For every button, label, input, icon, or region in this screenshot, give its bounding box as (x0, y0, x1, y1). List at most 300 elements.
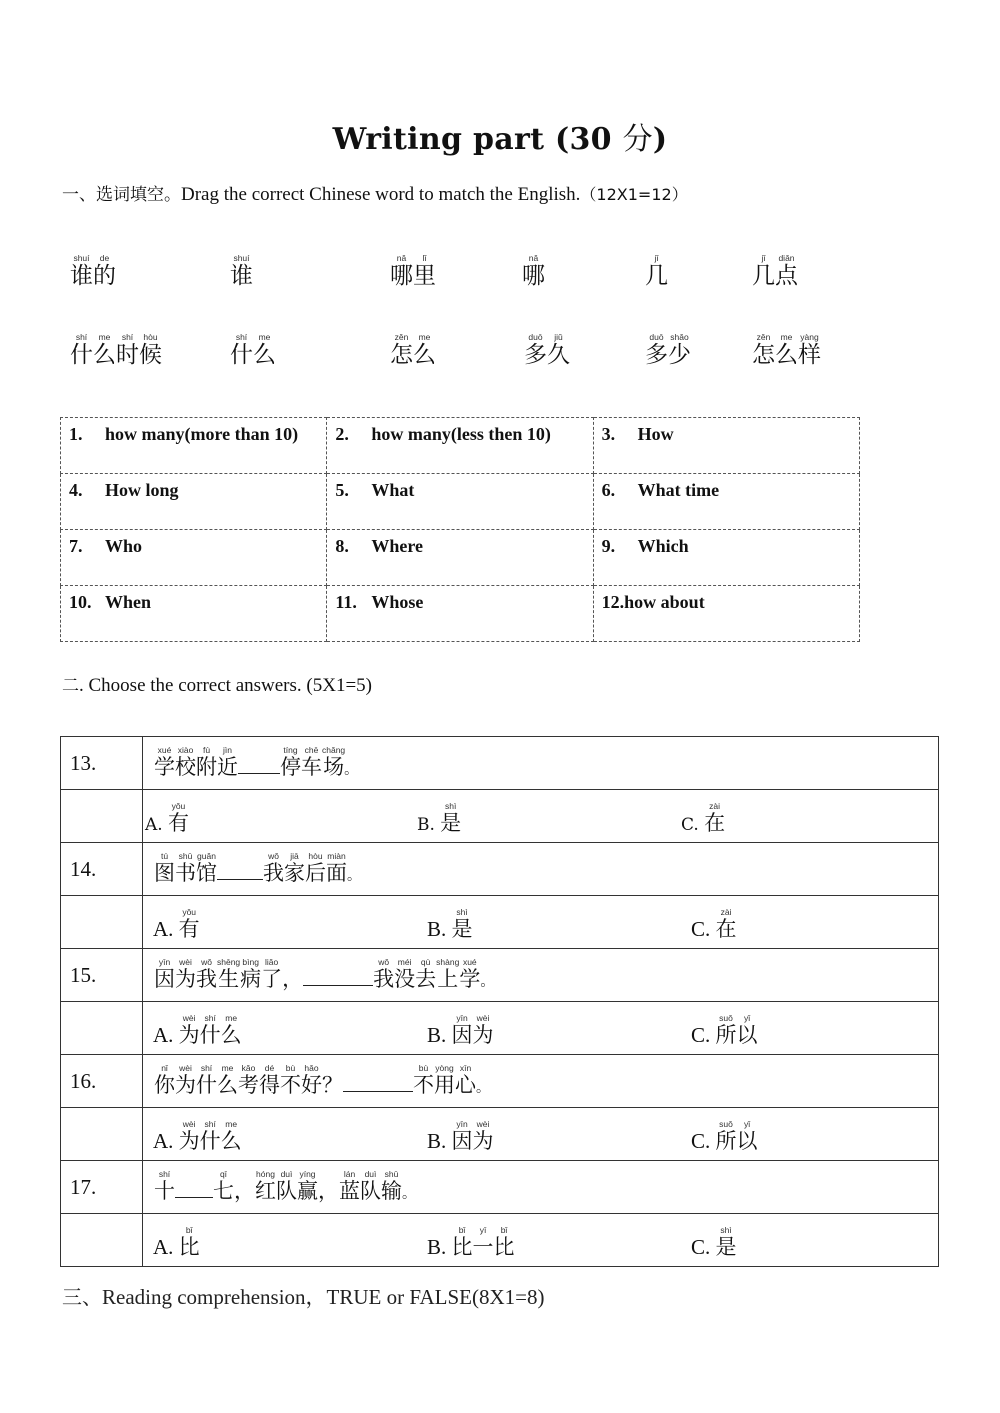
hanzi-with-pinyin (493, 1225, 515, 1259)
hanzi-with-pinyin (434, 1062, 455, 1097)
question-text-cell (143, 1055, 939, 1108)
hanzi-with-pinyin (154, 1168, 175, 1203)
pinyin: qù (415, 956, 437, 967)
drop-target[interactable] (327, 586, 593, 642)
hanzi-with-pinyin (154, 956, 175, 991)
drop-target[interactable] (593, 586, 859, 642)
hanzi-with-pinyin (451, 907, 473, 941)
pinyin: shū (175, 850, 196, 861)
hanzi: 比 (178, 1235, 200, 1259)
hanzi-with-pinyin (301, 1062, 322, 1097)
hanzi: 是 (440, 811, 462, 835)
pinyin: shǎo (668, 332, 691, 342)
hanzi: 七 (213, 1178, 234, 1203)
option-letter: C. (681, 815, 699, 835)
match-label: 12.how about (601, 592, 705, 612)
question-row (61, 949, 939, 1002)
hanzi: 馆 (196, 860, 217, 885)
option-letter: A. (153, 917, 174, 941)
pinyin: shuí (70, 253, 93, 263)
hanzi-with-pinyin (178, 1119, 200, 1153)
question-number: 15. (61, 949, 143, 1002)
hanzi: 比 (493, 1235, 515, 1259)
drop-target[interactable] (327, 530, 593, 586)
pinyin: shì (715, 1225, 737, 1235)
hanzi: 以 (736, 1023, 758, 1047)
hanzi: 后 (305, 860, 326, 885)
period: 。 (402, 1185, 416, 1202)
hanzi: 样 (798, 342, 821, 368)
hanzi: 多 (645, 342, 668, 368)
hanzi-with-pinyin (472, 1119, 494, 1153)
hanzi: 有 (178, 917, 200, 941)
hanzi-with-pinyin (116, 332, 139, 368)
hanzi: 有 (167, 811, 189, 835)
section-3-heading-en: Reading comprehension，TRUE or FALSE(8X1=8) (102, 1285, 545, 1309)
match-label: how many(less then 10) (371, 424, 551, 444)
hanzi: 你 (154, 1072, 175, 1097)
word-chip[interactable] (645, 333, 691, 369)
hanzi-with-pinyin (547, 332, 570, 368)
pinyin: yàng (798, 332, 821, 342)
hanzi: 么 (217, 1072, 238, 1097)
question-text-cell (143, 843, 939, 896)
match-label: When (105, 592, 152, 612)
hanzi: 没 (394, 966, 416, 991)
hanzi: 我 (373, 966, 395, 991)
hanzi: 队 (360, 1178, 381, 1203)
hanzi: 哪 (522, 263, 545, 289)
hanzi-with-pinyin (472, 1013, 494, 1047)
pinyin: zěn (752, 332, 775, 342)
hanzi-with-pinyin (240, 956, 262, 991)
hanzi-with-pinyin (326, 850, 347, 885)
hanzi-with-pinyin (217, 956, 241, 991)
hanzi-with-pinyin (472, 1225, 494, 1259)
hanzi: 里 (413, 263, 436, 289)
hanzi-with-pinyin (199, 1119, 221, 1153)
word-chip[interactable] (752, 254, 798, 290)
hanzi: 生 (217, 966, 241, 991)
hanzi: 在 (715, 917, 737, 941)
pinyin: tíng (280, 744, 301, 755)
hanzi-with-pinyin (715, 1013, 737, 1047)
hanzi: 输 (381, 1178, 402, 1203)
pinyin: yīn (451, 1119, 473, 1129)
hanzi-with-pinyin (736, 1013, 758, 1047)
options-cell (143, 1108, 939, 1161)
hanzi: 为 (472, 1129, 494, 1153)
question-text-cell (143, 1161, 939, 1214)
hanzi-with-pinyin (175, 744, 196, 779)
hanzi: 几 (645, 263, 668, 289)
hanzi-with-pinyin (390, 332, 413, 368)
drop-target[interactable] (61, 586, 327, 642)
options-row (61, 790, 939, 843)
question-row (61, 1161, 939, 1214)
empty-cell (61, 1108, 143, 1161)
word-chip[interactable] (230, 254, 253, 290)
hanzi-with-pinyin (178, 1225, 200, 1259)
hanzi: 去 (415, 966, 437, 991)
hanzi-with-pinyin (217, 744, 238, 779)
hanzi: 蓝 (339, 1178, 360, 1203)
options-cell (143, 1214, 939, 1267)
hanzi: 考 (238, 1072, 259, 1097)
option-a[interactable] (153, 1226, 200, 1261)
match-label: What time (637, 480, 720, 500)
pinyin: yíng (297, 1168, 318, 1179)
pinyin: me (220, 1119, 242, 1129)
hanzi-with-pinyin (297, 1168, 318, 1203)
option-letter: B. (427, 1235, 447, 1259)
word-chip[interactable] (752, 333, 821, 369)
hanzi: 家 (284, 860, 305, 885)
hanzi: 病 (240, 966, 262, 991)
word-chip[interactable] (70, 254, 116, 290)
question-row (61, 1055, 939, 1108)
hanzi: 赢 (297, 1178, 318, 1203)
hanzi-with-pinyin (154, 850, 175, 885)
option-b[interactable] (427, 1226, 515, 1261)
option-a[interactable] (153, 1120, 242, 1155)
pinyin: kǎo (238, 1062, 259, 1073)
question-text (143, 746, 938, 781)
pinyin: bù (280, 1062, 301, 1073)
hanzi-with-pinyin (455, 1062, 476, 1097)
hanzi: ？ (322, 1072, 343, 1097)
hanzi: 红 (255, 1178, 276, 1203)
section-3-heading (62, 1281, 544, 1311)
drop-target[interactable] (593, 418, 859, 474)
word-chip[interactable] (230, 333, 276, 369)
hanzi-with-pinyin (736, 1119, 758, 1153)
hanzi-with-pinyin (263, 850, 284, 885)
pinyin: hóng (255, 1168, 276, 1179)
match-label: What (371, 480, 415, 500)
option-letter: B. (427, 1129, 447, 1153)
hanzi: 是 (715, 1235, 737, 1259)
hanzi: 怎 (390, 342, 413, 368)
question-row (61, 737, 939, 790)
hanzi: 久 (547, 342, 570, 368)
hanzi-with-pinyin (284, 850, 305, 885)
pinyin: me (775, 332, 798, 342)
pinyin: bù (413, 1062, 434, 1073)
hanzi-with-pinyin (413, 253, 436, 289)
answer-blank[interactable] (343, 1073, 413, 1092)
question-number: 14. (61, 843, 143, 896)
option-a[interactable] (153, 908, 200, 943)
drop-target[interactable] (61, 530, 327, 586)
hanzi: 十 (154, 1178, 175, 1203)
pinyin: xiào (175, 744, 196, 755)
hanzi: 多 (524, 342, 547, 368)
answer-blank[interactable] (217, 861, 263, 880)
pinyin: suǒ (715, 1119, 737, 1129)
option-letter: A. (153, 1023, 174, 1047)
pinyin: yǒu (178, 907, 200, 917)
hanzi: 候 (139, 342, 162, 368)
pinyin: zěn (390, 332, 413, 342)
title-close: ) (652, 122, 668, 157)
pinyin: shì (451, 907, 473, 917)
pinyin: zài (704, 801, 726, 811)
match-number: 9. (601, 536, 616, 556)
pinyin: liǎo (261, 956, 283, 967)
word-chip[interactable] (645, 254, 668, 290)
hanzi: 场 (322, 754, 346, 779)
pinyin: shí (199, 1119, 221, 1129)
match-label: Which (637, 536, 689, 556)
match-label: Whose (371, 592, 424, 612)
options-cell (143, 1002, 939, 1055)
hanzi: 上 (436, 966, 460, 991)
hanzi: 校 (175, 754, 196, 779)
pinyin: me (93, 332, 116, 342)
hanzi: ， (318, 1178, 339, 1203)
section-2-heading (62, 671, 372, 697)
section-2-heading-cn: 二 (62, 676, 79, 696)
hanzi-with-pinyin (394, 956, 416, 991)
matching-table (60, 417, 860, 642)
pinyin: shuí (230, 253, 253, 263)
option-letter: A. (153, 1129, 174, 1153)
hanzi-with-pinyin (175, 956, 196, 991)
hanzi: 时 (116, 342, 139, 368)
question-text-cell (143, 949, 939, 1002)
option-b[interactable] (427, 1120, 494, 1155)
hanzi-with-pinyin (413, 1062, 434, 1097)
pinyin: tú (154, 850, 175, 861)
question-text-cell (143, 737, 939, 790)
drop-target[interactable] (61, 418, 327, 474)
question-text (143, 1170, 938, 1205)
option-b[interactable] (427, 1014, 494, 1049)
hanzi-with-pinyin (253, 332, 276, 368)
hanzi: 所 (715, 1129, 737, 1153)
question-text (143, 852, 938, 887)
hanzi: 附 (196, 754, 217, 779)
question-text (143, 958, 938, 993)
options-cell (143, 896, 939, 949)
options-row (61, 1002, 939, 1055)
hanzi: 什 (230, 342, 253, 368)
word-chip[interactable] (524, 333, 570, 369)
option-a[interactable] (153, 1014, 242, 1049)
hanzi: 为 (175, 966, 196, 991)
answer-blank[interactable] (238, 755, 280, 774)
hanzi-with-pinyin (93, 253, 116, 289)
options-row (61, 1214, 939, 1267)
options-row (61, 896, 939, 949)
hanzi-with-pinyin (175, 850, 196, 885)
answer-blank[interactable] (175, 1179, 213, 1198)
pinyin: yǐ (736, 1013, 758, 1023)
period: 。 (347, 867, 361, 884)
option-letter: C. (691, 1023, 711, 1047)
option-c[interactable] (691, 908, 737, 943)
hanzi: 哪 (390, 263, 413, 289)
section-1-heading-score: （12X1=12） (580, 185, 688, 204)
question-number: 17. (61, 1161, 143, 1214)
match-number: 3. (601, 424, 616, 444)
pinyin: guǎn (196, 850, 217, 861)
question-number: 16. (61, 1055, 143, 1108)
hanzi-with-pinyin (373, 956, 395, 991)
hanzi: 么 (93, 342, 116, 368)
hanzi-with-pinyin (280, 744, 301, 779)
hanzi-with-pinyin (70, 253, 93, 289)
hanzi: 队 (276, 1178, 297, 1203)
pinyin: hòu (305, 850, 326, 861)
word-chip[interactable] (390, 333, 436, 369)
option-letter: B. (417, 815, 435, 835)
option-letter: A. (145, 815, 163, 835)
option-letter: A. (153, 1235, 174, 1259)
hanzi: 么 (220, 1023, 242, 1047)
pinyin: shí (70, 332, 93, 342)
pinyin: yīn (154, 956, 175, 967)
hanzi-with-pinyin (339, 1168, 360, 1203)
hanzi: 几 (752, 263, 775, 289)
pinyin: jìn (217, 744, 238, 755)
pinyin: shū (381, 1168, 402, 1179)
hanzi: 不 (280, 1072, 301, 1097)
option-c[interactable] (691, 1120, 758, 1155)
period: 。 (344, 761, 359, 778)
pinyin: wǒ (373, 956, 395, 967)
hanzi: 学 (154, 754, 175, 779)
pinyin: duì (276, 1168, 297, 1179)
hanzi: 的 (93, 263, 116, 289)
hanzi-with-pinyin (213, 1168, 234, 1203)
option-letter: C. (691, 1235, 711, 1259)
hanzi: 用 (434, 1072, 455, 1097)
hanzi-with-pinyin (798, 332, 821, 368)
hanzi-with-pinyin (217, 1062, 238, 1097)
answer-blank[interactable] (303, 967, 373, 986)
page-title (0, 114, 1000, 158)
hanzi-with-pinyin (524, 332, 547, 368)
hanzi: 什 (199, 1129, 221, 1153)
drop-target[interactable] (61, 474, 327, 530)
hanzi-with-pinyin (715, 1225, 737, 1259)
hanzi: 停 (280, 754, 301, 779)
hanzi: 为 (175, 1072, 196, 1097)
pinyin: bǐ (493, 1225, 515, 1235)
pinyin: méi (394, 956, 416, 967)
option-b[interactable] (417, 802, 461, 837)
pinyin: dé (259, 1062, 280, 1073)
hanzi: 车 (301, 754, 322, 779)
hanzi: 书 (175, 860, 196, 885)
hanzi: 了 (261, 966, 283, 991)
option-a[interactable] (145, 802, 189, 837)
hanzi: 谁 (230, 263, 253, 289)
question-row (61, 843, 939, 896)
hanzi: 什 (199, 1023, 221, 1047)
hanzi-with-pinyin (259, 1062, 280, 1097)
pinyin: wèi (178, 1119, 200, 1129)
pinyin: wèi (175, 956, 196, 967)
hanzi: 什 (196, 1072, 217, 1097)
drop-target[interactable] (327, 418, 593, 474)
hanzi-with-pinyin (70, 332, 93, 368)
hanzi: 为 (472, 1023, 494, 1047)
hanzi-with-pinyin (139, 332, 162, 368)
hanzi: ， (282, 966, 304, 991)
match-number: 11. (335, 592, 357, 612)
empty-cell (61, 790, 143, 843)
hanzi-with-pinyin (238, 1062, 259, 1097)
pinyin: me (220, 1013, 242, 1023)
hanzi-with-pinyin (522, 253, 545, 289)
word-chip[interactable] (522, 254, 545, 290)
pinyin: zài (715, 907, 737, 917)
pinyin: yǐ (736, 1119, 758, 1129)
hanzi-with-pinyin (440, 801, 462, 835)
hanzi: 近 (217, 754, 238, 779)
drop-target[interactable] (593, 474, 859, 530)
section-1-heading-cn: 一、选词填空。 (62, 185, 181, 205)
pinyin: nǐ (154, 1062, 175, 1073)
option-c[interactable] (691, 1014, 758, 1049)
hanzi: 所 (715, 1023, 737, 1047)
match-label: Who (105, 536, 143, 556)
hanzi: 好 (301, 1072, 322, 1097)
hanzi: 什 (70, 342, 93, 368)
match-number: 5. (335, 480, 349, 500)
hanzi-with-pinyin (775, 332, 798, 368)
hanzi: 一 (472, 1235, 494, 1259)
hanzi: 比 (451, 1235, 473, 1259)
hanzi: 图 (154, 860, 175, 885)
match-number: 1. (69, 424, 83, 444)
pinyin: fù (196, 744, 217, 755)
word-chip[interactable] (390, 254, 436, 290)
options-row (61, 1108, 939, 1161)
option-c[interactable] (691, 1226, 737, 1261)
pinyin: jiā (284, 850, 305, 861)
match-label: How long (105, 480, 179, 500)
pinyin: lǐ (413, 253, 436, 263)
pinyin: duō (524, 332, 547, 342)
hanzi: 我 (196, 966, 217, 991)
hanzi-with-pinyin (390, 253, 413, 289)
hanzi-with-pinyin (381, 1168, 402, 1203)
pinyin: shí (230, 332, 253, 342)
option-letter: B. (427, 1023, 447, 1047)
hanzi-with-pinyin (459, 956, 481, 991)
hanzi-with-pinyin (715, 907, 737, 941)
drop-target[interactable] (327, 474, 593, 530)
pinyin: bǐ (178, 1225, 200, 1235)
word-chip[interactable] (70, 333, 162, 369)
drop-target[interactable] (593, 530, 859, 586)
option-b[interactable] (427, 908, 473, 943)
choice-table (60, 736, 939, 1267)
pinyin: nǎ (390, 253, 413, 263)
match-number: 8. (335, 536, 349, 556)
pinyin: shì (440, 801, 462, 811)
hanzi: 为 (178, 1023, 200, 1047)
pinyin: shí (199, 1013, 221, 1023)
empty-cell (61, 1002, 143, 1055)
hanzi-with-pinyin (154, 744, 175, 779)
option-c[interactable] (681, 802, 725, 837)
hanzi-with-pinyin (413, 332, 436, 368)
